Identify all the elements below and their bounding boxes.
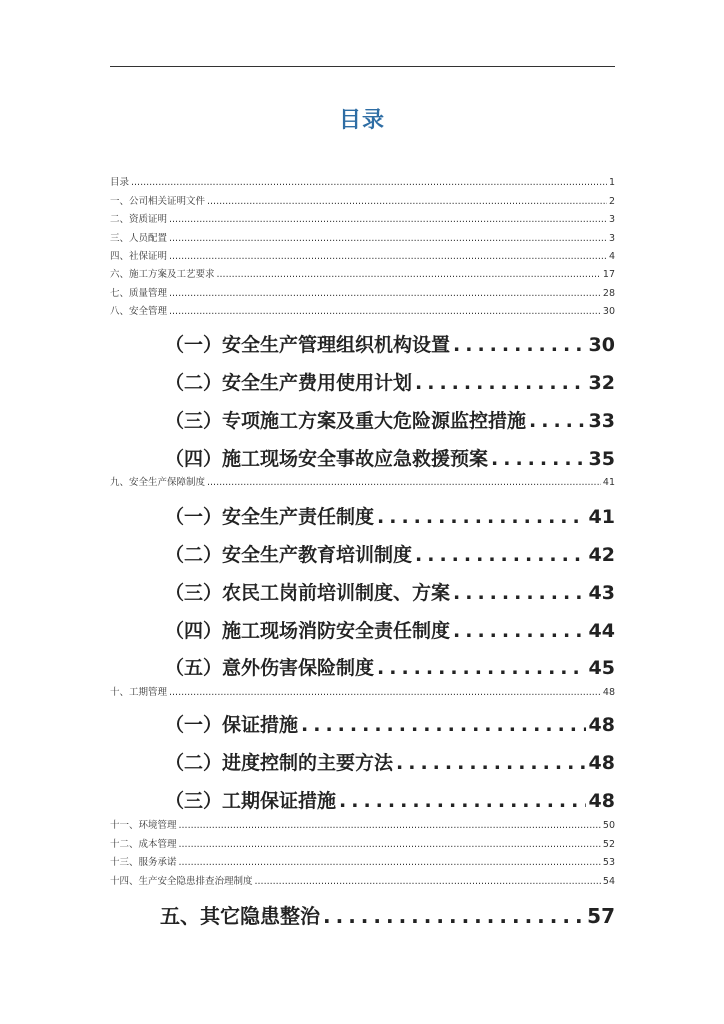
toc-dot-leader <box>491 448 586 470</box>
toc-entry-page: 3 <box>608 214 615 225</box>
toc-entry-page: 53 <box>602 857 615 868</box>
toc-entry-page: 1 <box>608 177 615 188</box>
toc-entry-title: （三）专项施工方案及重大危险源监控措施 <box>165 410 527 432</box>
toc-entry-page: 28 <box>602 288 615 299</box>
toc-entry[interactable] <box>110 817 615 831</box>
toc-entry-page: 44 <box>588 620 615 642</box>
toc-entry-title: 目录 <box>110 177 130 188</box>
toc-entry-page: 45 <box>588 657 615 679</box>
toc-entry[interactable] <box>165 710 615 737</box>
toc-entry[interactable] <box>165 368 615 395</box>
toc-entry[interactable] <box>165 653 615 680</box>
toc-entry-title: 九、安全生产保障制度 <box>110 477 206 488</box>
toc-entry-title: （二）安全生产费用使用计划 <box>165 372 413 394</box>
toc-entry-page: 48 <box>602 687 615 698</box>
toc-entry[interactable] <box>110 230 615 244</box>
toc-dot-leader <box>169 214 607 225</box>
toc-dot-leader <box>179 820 601 831</box>
toc-entry-title: 十三、服务承诺 <box>110 857 177 868</box>
toc-entry[interactable] <box>165 578 615 605</box>
toc-dot-leader <box>131 177 607 188</box>
toc-entry-title: （三）工期保证措施 <box>165 790 337 812</box>
toc-dot-leader <box>396 752 586 774</box>
toc-entry[interactable] <box>165 616 615 643</box>
toc-entry-page: 4 <box>608 251 615 262</box>
toc-entry[interactable] <box>165 444 615 471</box>
toc-entry-title: （二）进度控制的主要方法 <box>165 752 394 774</box>
toc-entry-page: 54 <box>602 876 615 887</box>
toc-dot-leader <box>179 857 601 868</box>
toc-entry-page: 48 <box>588 714 615 736</box>
toc-entry-title: 一、公司相关证明文件 <box>110 196 206 207</box>
toc-entry-title: （二）安全生产教育培训制度 <box>165 544 413 566</box>
toc-dot-leader <box>169 687 601 698</box>
toc-entry[interactable] <box>110 474 615 488</box>
toc-entry-title: （一）安全生产责任制度 <box>165 506 375 528</box>
toc-entry-title: 十二、成本管理 <box>110 839 177 850</box>
toc-entry[interactable] <box>110 211 615 225</box>
toc-entry[interactable] <box>165 748 615 775</box>
toc-entry-title: 三、人员配置 <box>110 233 168 244</box>
toc-entry-page: 48 <box>588 752 615 774</box>
toc-entry[interactable] <box>165 330 615 357</box>
toc-entry-title: 十一、环境管理 <box>110 820 177 831</box>
toc-entry-title: （四）施工现场消防安全责任制度 <box>165 620 451 642</box>
toc-dot-leader <box>415 372 586 394</box>
toc-entry-page: 17 <box>602 269 615 280</box>
toc-entry[interactable] <box>110 303 615 317</box>
toc-dot-leader <box>207 477 601 488</box>
toc-entry-title: 十、工期管理 <box>110 687 168 698</box>
toc-dot-leader <box>377 506 586 528</box>
toc-entry-title: （三）农民工岗前培训制度、方案 <box>165 582 451 604</box>
toc-entry-page: 35 <box>588 448 615 470</box>
toc-entry-page: 30 <box>588 334 615 356</box>
toc-dot-leader <box>529 410 586 432</box>
toc-entry-title: 四、社保证明 <box>110 251 168 262</box>
toc-entry[interactable] <box>160 900 615 929</box>
toc-dot-leader <box>339 790 586 812</box>
toc-entry-page: 50 <box>602 820 615 831</box>
toc-entry-title: （五）意外伤害保险制度 <box>165 657 375 679</box>
toc-dot-leader <box>179 839 601 850</box>
toc-entry-page: 2 <box>608 196 615 207</box>
toc-entry[interactable] <box>110 248 615 262</box>
toc-entry-title: 十四、生产安全隐患排查治理制度 <box>110 876 253 887</box>
toc-dot-leader <box>301 714 586 736</box>
toc-entry-page: 3 <box>608 233 615 244</box>
toc-entry[interactable] <box>110 193 615 207</box>
toc-entry[interactable] <box>110 266 615 280</box>
toc-entry[interactable] <box>110 836 615 850</box>
toc-dot-leader <box>169 288 601 299</box>
toc-entry-page: 41 <box>602 477 615 488</box>
toc-dot-leader <box>453 582 586 604</box>
toc-dot-leader <box>415 544 586 566</box>
toc-entry-title: （一）保证措施 <box>165 714 299 736</box>
toc-entry[interactable] <box>110 285 615 299</box>
toc-entry-title: 六、施工方案及工艺要求 <box>110 269 215 280</box>
toc-dot-leader <box>207 196 607 207</box>
toc-dot-leader <box>169 306 601 317</box>
toc-dot-leader <box>255 876 601 887</box>
toc-entry-page: 42 <box>588 544 615 566</box>
toc-entry[interactable] <box>110 684 615 698</box>
toc-dot-leader <box>169 233 607 244</box>
toc-entry-title: （四）施工现场安全事故应急救援预案 <box>165 448 489 470</box>
toc-entry-title: （一）安全生产管理组织机构设置 <box>165 334 451 356</box>
toc-dot-leader <box>323 904 584 928</box>
toc-entry[interactable] <box>165 406 615 433</box>
toc-entry-page: 33 <box>588 410 615 432</box>
toc-entry-page: 48 <box>588 790 615 812</box>
toc-entry[interactable] <box>165 540 615 567</box>
toc-entry[interactable] <box>110 873 615 887</box>
toc-entry-title: 二、资质证明 <box>110 214 168 225</box>
page-title: 目录 <box>338 108 385 133</box>
toc-entry-page: 52 <box>602 839 615 850</box>
toc-entry-title: 五、其它隐患整治 <box>160 904 320 928</box>
toc-entry-title: 八、安全管理 <box>110 306 168 317</box>
toc-dot-leader <box>453 334 586 356</box>
toc-entry-page: 57 <box>587 904 615 928</box>
toc-dot-leader <box>377 657 586 679</box>
toc-entry-page: 43 <box>588 582 615 604</box>
toc-dot-leader <box>453 620 586 642</box>
toc-entry[interactable] <box>165 502 615 529</box>
toc-entry-page: 30 <box>602 306 615 317</box>
toc-entry-page: 32 <box>588 372 615 394</box>
toc-entry[interactable] <box>165 786 615 813</box>
toc-entry-page: 41 <box>588 506 615 528</box>
toc-dot-leader <box>169 251 607 262</box>
toc-entry-title: 七、质量管理 <box>110 288 168 299</box>
toc-entry[interactable] <box>110 854 615 868</box>
toc-dot-leader <box>217 269 601 280</box>
toc-entry[interactable] <box>110 174 615 188</box>
